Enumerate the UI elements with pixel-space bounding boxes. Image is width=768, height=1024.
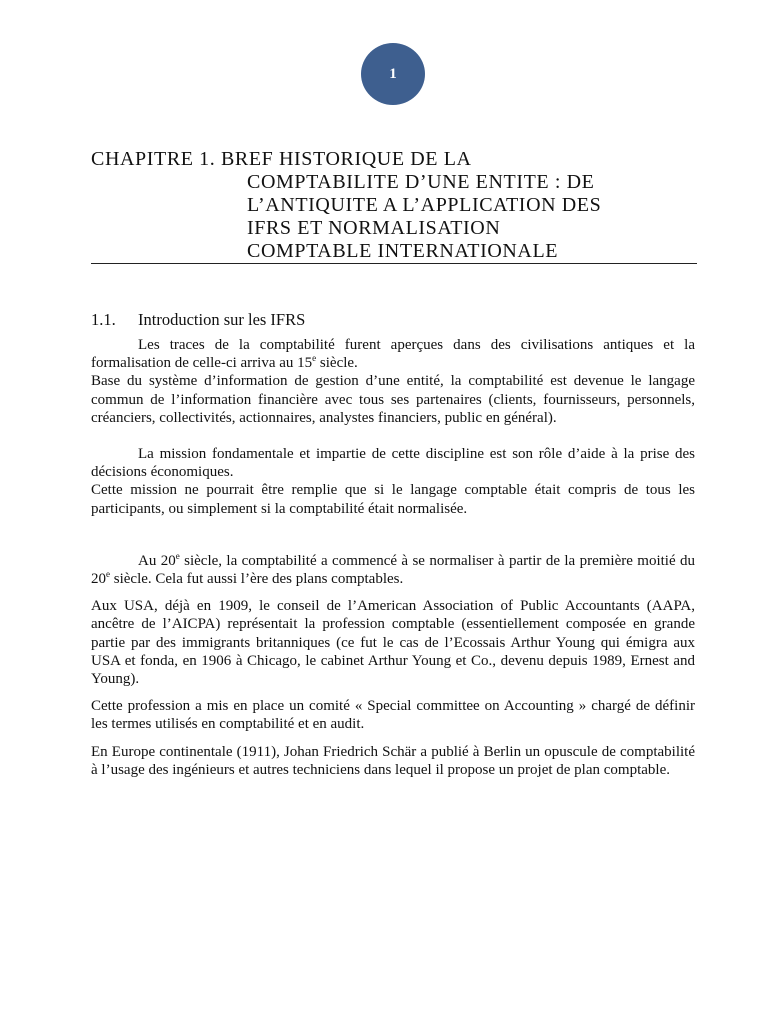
chapter-heading	[91, 148, 697, 264]
paragraph-20th-century-end: siècle. Cela fut aussi l’ère des plans comptables.	[110, 571, 404, 588]
section-heading	[91, 310, 305, 330]
page-number: 1	[389, 65, 397, 82]
paragraph-antiquity	[91, 336, 695, 372]
paragraph-antiquity-text: Les traces de la comptabilité furent aperçues dans des civilisations antiques et la formalisation de celle-ci arriva au 15	[91, 337, 695, 372]
paragraph-20th-century-start: Au 20	[138, 552, 176, 569]
chapter-title-line-4: IFRS ET NORMALISATION	[247, 217, 501, 239]
body-text	[91, 336, 695, 779]
section-title: Introduction sur les IFRS	[138, 310, 306, 329]
paragraph-committee: Cette profession a mis en place un comité « Special committee on Accounting » chargé de définir les termes utilisés en comptabilité et en audit.	[91, 698, 695, 733]
chapter-title-line-2: COMPTABILITE D’UNE ENTITE : DE	[247, 171, 595, 193]
chapter-title-line-3: L’ANTIQUITE A L’APPLICATION DES	[247, 194, 602, 216]
paragraph-information-system: Base du système d’information de gestion d’une entité, la comptabilité est devenue le langage commun de l’information financière avec tous ses partenaires (clients, fournisseurs, personnels, créanciers, collectivités, actionnaires, analystes financiers, public en général).	[91, 373, 695, 426]
paragraph-usa: Aux USA, déjà en 1909, le conseil de l’American Association of Public Accountants (AAPA, ancêtre de l’AICPA) représentait la profession comptable (essentiellement composée en grande partie par des immigrants britanniques (ce fut le cas de l’Ecossais Arthur Young qui émigra aux USA et fonda, en 1906 à Chicago, le cabinet Arthur Young et Co., devenu depuis 1989, Ernest and Young).	[91, 598, 695, 688]
page-number-badge	[361, 43, 425, 105]
chapter-title-line-5: COMPTABLE INTERNATIONALE	[247, 240, 559, 262]
paragraph-europe: En Europe continentale (1911), Johan Friedrich Schär a publié à Berlin un opuscule de comptabilité à l’usage des ingénieurs et autres techniciens dans lequel il propose un projet de plan comptable.	[91, 743, 695, 778]
paragraph-antiquity-end: siècle.	[316, 355, 358, 372]
paragraph-20th-century-middle: siècle, la comptabilité a commencé à se normaliser à partir de la première moitié du 20	[91, 552, 695, 588]
paragraph-mission: La mission fondamentale et impartie de cette discipline est son rôle d’aide à la prise des décisions économiques.	[91, 446, 695, 481]
century-superscript: e	[312, 353, 317, 364]
paragraph-20th-century	[91, 552, 695, 588]
century-superscript: e	[175, 550, 180, 561]
section-number: 1.1.	[91, 310, 116, 329]
century-superscript: e	[106, 569, 110, 580]
paragraph-normalization: Cette mission ne pourrait être remplie que si le langage comptable était compris de tous les participants, ou simplement si la comptabilité était normalisée.	[91, 482, 695, 517]
chapter-title-line-1: CHAPITRE 1. BREF HISTORIQUE DE LA	[91, 148, 472, 170]
